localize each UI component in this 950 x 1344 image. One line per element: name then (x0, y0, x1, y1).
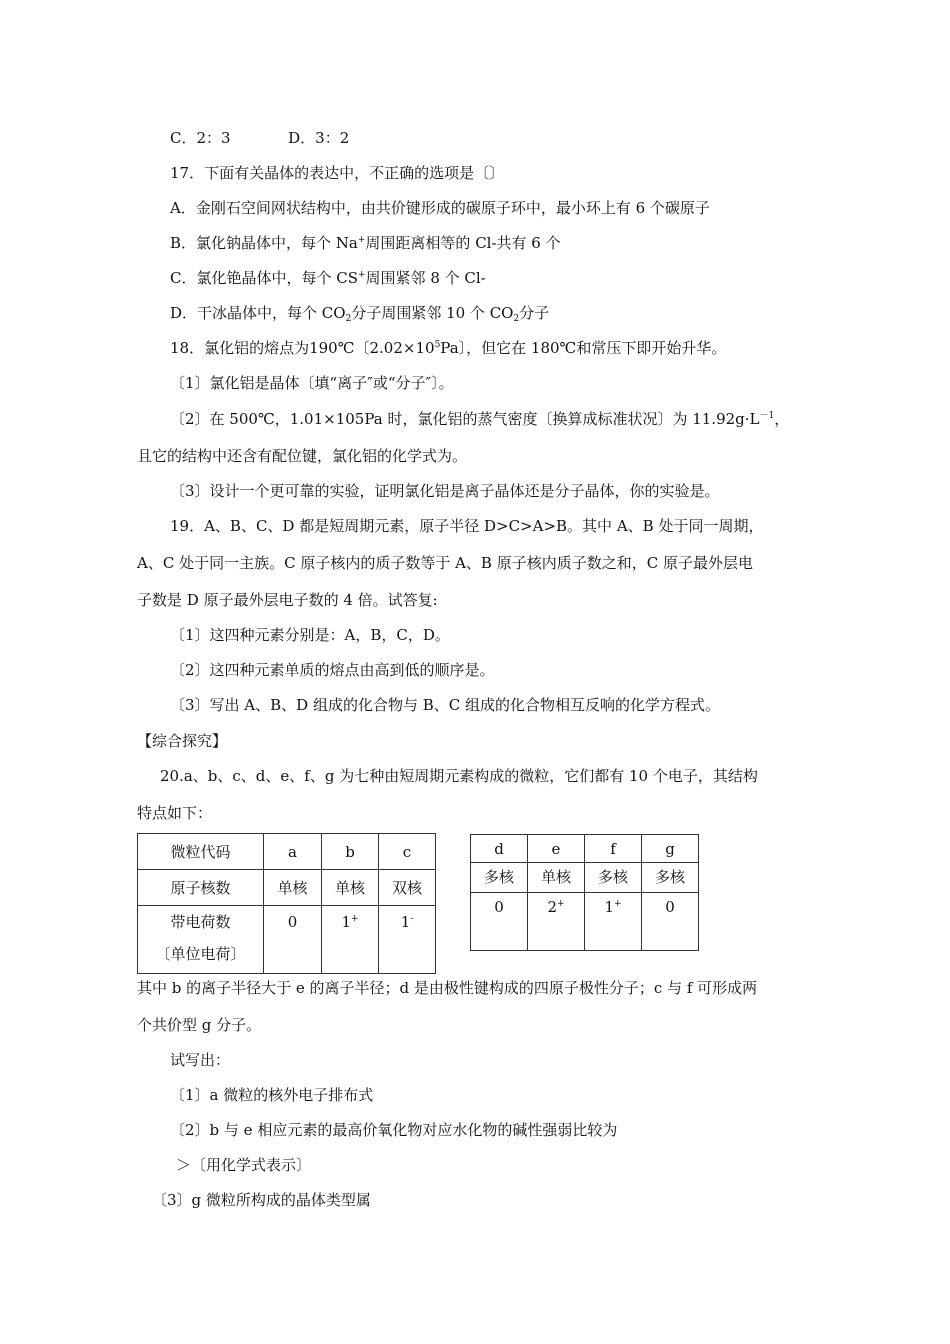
table-cell: 0 (471, 893, 528, 951)
table-cell: b (322, 834, 379, 870)
cell-value: 1 (341, 913, 351, 931)
q17-c-text: C．氯化铯晶体中，每个 CS (170, 269, 358, 287)
q20-conditions-line-1: 其中 b 的离子半径大于 e 的离子半径；d 是由极性键构成的四原子极性分子；c 与 f 可形成两 (137, 979, 758, 997)
q18-text-2: Pa〕，但它在 180℃和常压下即开始升华。 (440, 339, 727, 357)
table-cell (138, 906, 264, 974)
charge-sup: + (557, 899, 565, 909)
table-cell: 0 (642, 893, 699, 951)
table-cell: 双核 (379, 870, 436, 906)
subscript: 2 (513, 314, 520, 324)
cell-line: 〔单位电荷〕 (155, 945, 246, 963)
q20-part-2: 〔2〕b 与 e 相应元素的最高价氧化物对应水化物的碱性强弱比较为 (170, 1121, 618, 1139)
table-cell: 多核 (585, 863, 642, 893)
q17-b-text-2: 周围距离相等的 Cl-共有 6 个 (365, 234, 561, 252)
q17-b-text: B．氯化钠晶体中，每个 Na (170, 234, 358, 252)
subscript: 2 (345, 314, 352, 324)
q16-options (170, 128, 349, 148)
table-row (138, 834, 436, 870)
q20-part-1: 〔1〕a 微粒的核外电子排布式 (170, 1086, 374, 1104)
table-cell (322, 906, 379, 974)
q17-c-text-2: 周围紧邻 8 个 Cl- (365, 269, 486, 287)
q18-text: 18．氯化铝的熔点为190℃〔2.02×10 (170, 339, 435, 357)
cell-line: 带电荷数 (170, 913, 231, 931)
table-cell: 0 (264, 906, 322, 974)
q17-d-text: D．干冰晶体中，每个 CO (170, 304, 346, 322)
table-cell: 多核 (471, 863, 528, 893)
q19-part-3: 〔3〕写出 A、B、D 组成的化合物与 B、C 组成的化合物相互反响的化学方程式。 (170, 696, 721, 714)
table-row (138, 870, 436, 906)
table-cell: 单核 (264, 870, 322, 906)
charge-sup: - (410, 914, 414, 924)
charge-sup: + (614, 899, 622, 909)
exponent-sup: 5 (434, 340, 441, 350)
q20-line-2: 特点如下： (137, 804, 213, 822)
q18-part-1: 〔1〕氯化铝是晶体〔填“离子″或“分子″〕。 (170, 374, 454, 392)
table-cell: 原子核数 (138, 870, 264, 906)
cell-value: 1 (604, 898, 614, 916)
q20-instruction: 试写出： (170, 1051, 231, 1069)
q19-part-2: 〔2〕这四种元素单质的熔点由高到低的顺序是。 (170, 661, 495, 679)
table-row (471, 893, 699, 951)
section-heading: 【综合探究】 (137, 732, 228, 750)
table-cell (585, 893, 642, 951)
q17-option-c (170, 268, 486, 288)
q17-d-text-2: 分子周围紧邻 10 个 CO (351, 304, 514, 322)
charge-sup: + (351, 914, 359, 924)
q17-option-b (170, 233, 561, 253)
q18-part-2 (170, 409, 789, 429)
table-cell: e (528, 835, 585, 863)
table-cell: c (379, 834, 436, 870)
table-cell: d (471, 835, 528, 863)
table-cell (528, 893, 585, 951)
particle-table-1 (137, 833, 436, 974)
exponent-sup: －1 (759, 411, 775, 421)
table-cell: f (585, 835, 642, 863)
q18-part-2-cont: 且它的结构中还含有配位键，氯化铝的化学式为。 (137, 447, 468, 465)
table-cell: 微粒代码 (138, 834, 264, 870)
q17-stem: 17．下面有关晶体的表达中，不正确的选项是〔〕 (170, 164, 505, 182)
q18-2-text-2: ， (774, 410, 790, 428)
table-cell: 多核 (642, 863, 699, 893)
table-cell: 单核 (528, 863, 585, 893)
table-cell: a (264, 834, 322, 870)
q18-2-text: 〔2〕在 500℃，1.01×105Pa 时，氯化铝的蒸气密度〔换算成标准状况〕为 11.92g·L (170, 410, 760, 428)
table-row (471, 863, 699, 893)
q19-part-1: 〔1〕这四种元素分别是：A，B，C，D。 (170, 626, 450, 644)
q17-option-d (170, 303, 549, 323)
q16-option-d: D．3：2 (288, 129, 350, 147)
charge-sup: + (358, 270, 366, 280)
q20-part-2-cont: ＞〔用化学式表示〕 (176, 1156, 312, 1174)
q20-part-3: 〔3〕g 微粒所构成的晶体类型属 (152, 1191, 371, 1209)
q18-stem (170, 338, 726, 358)
q16-option-c: C．2：3 (170, 129, 231, 147)
q18-part-3: 〔3〕设计一个更可靠的实验，证明氯化铝是离子晶体还是分子晶体，你的实验是。 (170, 482, 720, 500)
particle-table-2 (470, 834, 699, 951)
cell-value: 2 (547, 898, 557, 916)
charge-sup: + (357, 235, 366, 245)
q17-d-text-3: 分子 (519, 304, 550, 322)
table-row (471, 835, 699, 863)
cell-value: 1 (400, 913, 411, 931)
q19-line-3: 子数是 D 原子最外层电子数的 4 倍。试答复: (137, 591, 438, 609)
table-cell: g (642, 835, 699, 863)
q17-option-a: A．金刚石空间网状结构中，由共价键形成的碳原子环中，最小环上有 6 个碳原子 (170, 199, 710, 217)
table-cell (379, 906, 436, 974)
q20-line-1: 20.a、b、c、d、e、f、g 为七种由短周期元素构成的微粒，它们都有 10 个电子，其结构 (160, 767, 758, 785)
q19-line-1: 19．A、B、C、D 都是短周期元素，原子半径 D>C>A>B。其中 A、B 处于同一周期， (170, 517, 764, 535)
q20-conditions-line-2: 个共价型 g 分子。 (137, 1016, 262, 1034)
table-cell: 单核 (322, 870, 379, 906)
q19-line-2: A、C 处于同一主族。C 原子核内的质子数等于 A、B 原子核内质子数之和，C 原子最外层电 (137, 554, 753, 572)
table-row (138, 906, 436, 974)
